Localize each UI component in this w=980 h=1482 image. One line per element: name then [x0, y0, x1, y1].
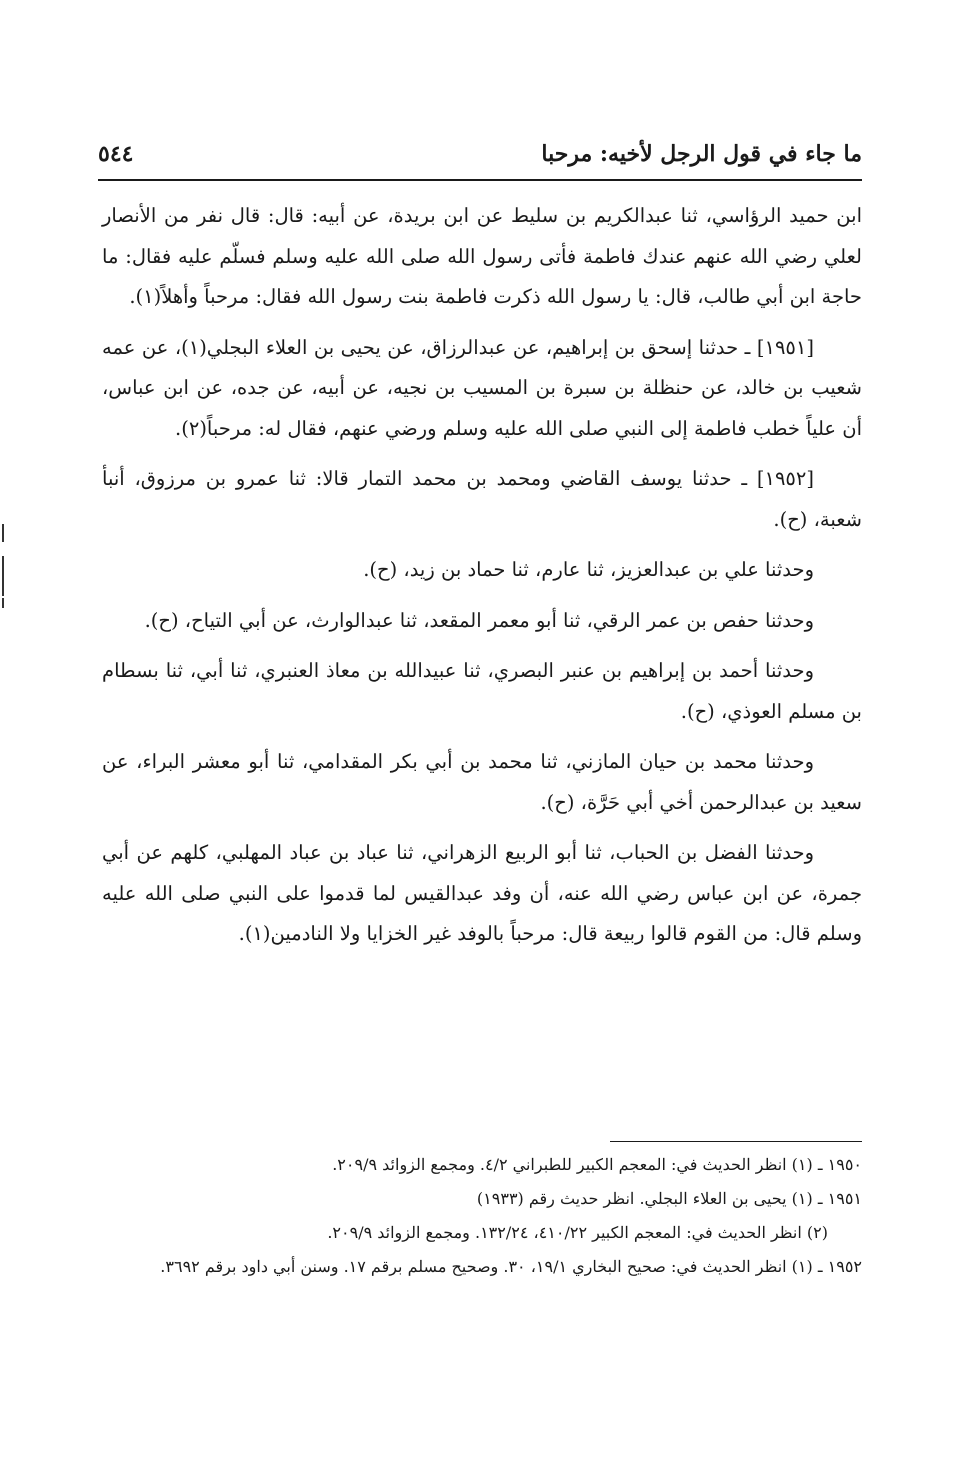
scan-edge-mark	[2, 524, 4, 542]
scan-edge-mark	[2, 556, 4, 596]
page-number: ٥٤٤	[98, 141, 134, 167]
chain-hafs-ibn-umar: وحدثنا حفص بن عمر الرقي، ثنا أبو معمر المقعد، ثنا عبدالوارث، عن أبي التياح، (ح).	[144, 608, 814, 632]
footnote-1952-1: ١٩٥٢ ـ (١) انظر الحديث في: صحيح البخاري ١٩/١، ٣٠. وصحيح مسلم برقم ١٧. وسنن أبي داود برقم ٣٦٩٢.	[160, 1257, 862, 1276]
chain-fadl-ibn-hubab: وحدثنا الفضل بن الحباب، ثنا أبو الربيع الزهراني، ثنا عباد بن عباد المهلبي، كلهم عن أبي جمرة، عن ابن عباس رضي الله عنه، أن وفد عبدالقيس لما قدموا على النبي صلى الله عليه وسلم قال: من القوم قالوا ربيعة قال: مرحباً بالوفد غير الخزايا ولا النادمين(١).	[102, 841, 862, 945]
chain-ahmad-ibn-ibrahim: وحدثنا أحمد بن إبراهيم بن عنبر البصري، ثنا عبيدالله بن معاذ العنبري، ثنا أبي، ثنا بسطام بن مسلم العوذي، (ح).	[102, 659, 862, 723]
running-title: ما جاء في قول الرجل لأخيه: مرحبا	[541, 141, 862, 167]
scan-edge-mark	[2, 598, 4, 608]
footnote-1951-2: (٢) انظر الحديث في: المعجم الكبير ٤١٠/٢٢، ١٣٢/٢٤. ومجمع الزوائد ٢٠٩/٩.	[327, 1223, 828, 1242]
paragraph-continuation: ابن حميد الرؤاسي، ثنا عبدالكريم بن سليط عن ابن بريدة، عن أبيه: قال: قال نفر من الأنصار لعلي رضي الله عنهم عندك فاطمة فأتى رسول الله صلى الله عليه وسلم فسلّم عليه فقال: ما حاجة ابن أبي طالب، قال: يا رسول الله ذكرت فاطمة بنت رسول الله فقال: مرحباً وأهلاً(١).	[102, 204, 862, 308]
footnotes	[102, 1148, 862, 1284]
footnote-divider	[610, 1141, 862, 1142]
page-header	[98, 132, 862, 176]
footnote-1950-1: ١٩٥٠ ـ (١) انظر الحديث في: المعجم الكبير للطبراني ٤/٢. ومجمع الزوائد ٢٠٩/٩.	[332, 1155, 862, 1174]
hadith-1952: [١٩٥٢] ـ حدثنا يوسف القاضي ومحمد بن محمد التمار قالا: ثنا عمرو بن مرزوق، أنبأ شعبة، (ح).	[102, 467, 862, 531]
main-text	[102, 196, 862, 965]
chain-ali-ibn-abdulaziz: وحدثنا علي بن عبدالعزيز، ثنا عارم، ثنا حماد بن زيد، (ح).	[363, 558, 814, 581]
chain-muhammad-ibn-hayyan: وحدثنا محمد بن حيان المازني، ثنا محمد بن أبي بكر المقدامي، ثنا أبو معشر البراء، عن سعيد بن عبدالرحمن أخي أبي حَرَّة، (ح).	[102, 750, 862, 814]
footnote-1951-1: ١٩٥١ ـ (١) يحيى بن العلاء البجلي. انظر حديث رقم (١٩٣٣)	[476, 1189, 862, 1208]
header-divider	[98, 179, 862, 181]
hadith-1951: [١٩٥١] ـ حدثنا إسحق بن إبراهيم، عن عبدالرزاق، عن يحيى بن العلاء البجلي(١)، عن عمه شعيب بن خالد، عن حنظلة بن سبرة بن المسيب بن نجيه، عن أبيه، عن جده، عن ابن عباس، أن علياً خطب فاطمة إلى النبي صلى الله عليه وسلم ورضي عنهم، فقال له: مرحباً(٢).	[102, 335, 862, 440]
